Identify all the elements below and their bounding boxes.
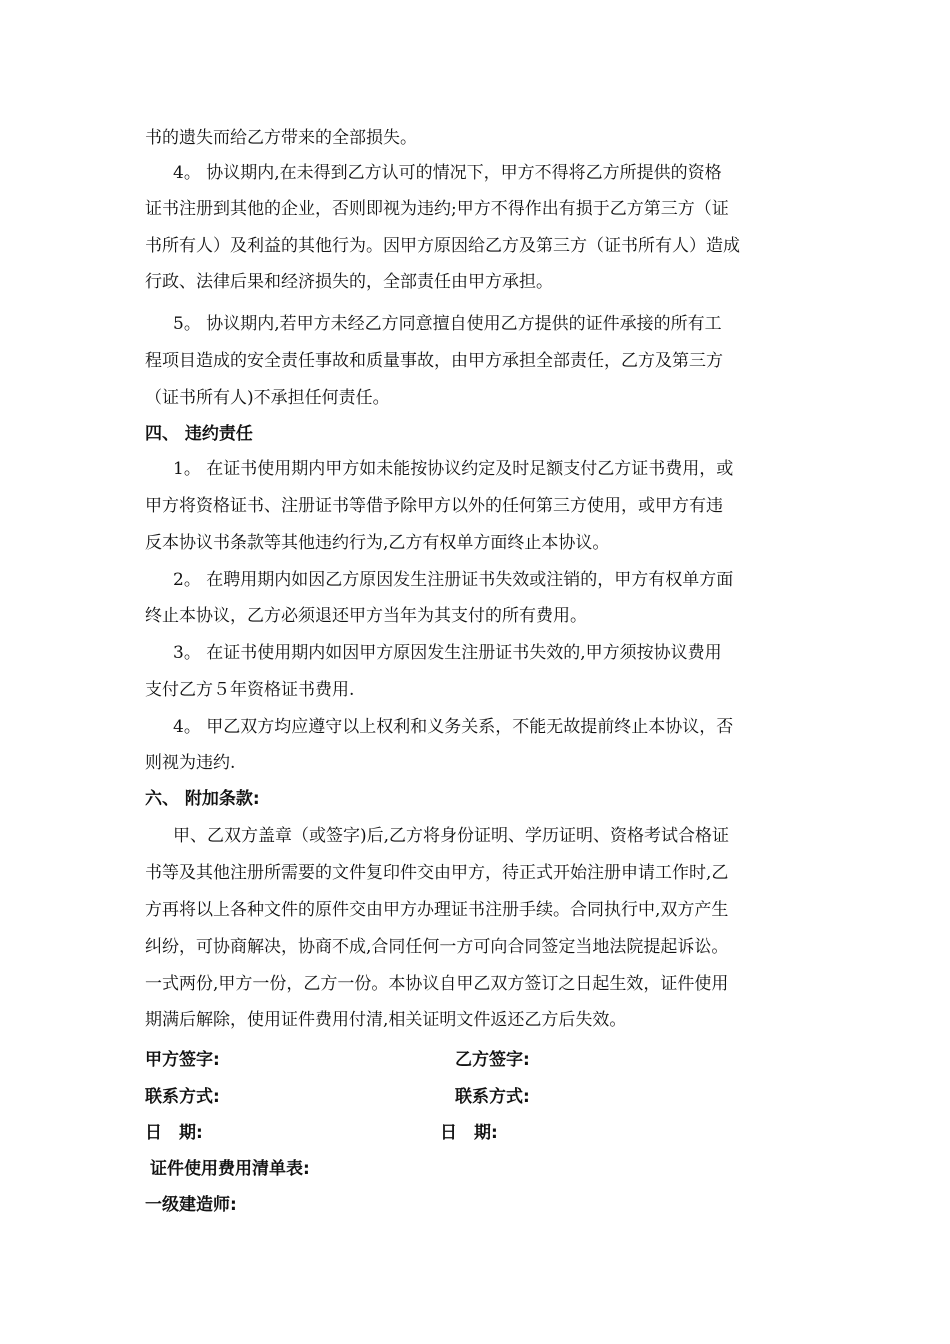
section-heading-additional: 六、 附加条款: bbox=[145, 789, 260, 809]
section-heading-breach: 四、 违约责任 bbox=[145, 424, 253, 444]
clause-5-line: 5。 协议期内,若甲方未经乙方同意擅自使用乙方提供的证件承接的所有工 bbox=[173, 314, 722, 334]
breach-clause-3-line: 支付乙方５年资格证书费用. bbox=[145, 680, 355, 700]
party-a-date-label: 日 期: bbox=[145, 1123, 203, 1143]
party-b-date-label: 日 期: bbox=[440, 1123, 498, 1143]
breach-clause-2-line: 2。 在聘用期内如因乙方原因发生注册证书失效或注销的，甲方有权单方面 bbox=[173, 570, 734, 590]
breach-clause-4-line: 4。 甲乙双方均应遵守以上权利和义务关系，不能无故提前终止本协议，否 bbox=[173, 717, 734, 737]
additional-terms-line: 方再将以上各种文件的原件交由甲方办理证书注册手续。合同执行中,双方产生 bbox=[145, 900, 729, 920]
first-class-builder-label: 一级建造师: bbox=[145, 1195, 237, 1215]
additional-terms-line: 纠纷，可协商解决，协商不成,合同任何一方可向合同签定当地法院提起诉讼。 bbox=[145, 937, 729, 957]
additional-terms-line: 期满后解除，使用证件费用付清,相关证明文件返还乙方后失效。 bbox=[145, 1010, 627, 1030]
fee-list-title: 证件使用费用清单表: bbox=[150, 1159, 310, 1179]
additional-terms-line: 甲、乙双方盖章（或签字)后,乙方将身份证明、学历证明、资格考试合格证 bbox=[173, 826, 730, 846]
breach-clause-1-line: 反本协议书条款等其他违约行为,乙方有权单方面终止本协议。 bbox=[145, 533, 610, 553]
clause-5-line: 程项目造成的安全责任事故和质量事故，由甲方承担全部责任，乙方及第三方 bbox=[145, 351, 723, 371]
party-a-signature-label: 甲方签字: bbox=[145, 1050, 220, 1070]
party-a-contact-label: 联系方式: bbox=[145, 1087, 220, 1107]
breach-clause-1-line: 1。 在证书使用期内甲方如未能按协议约定及时足额支付乙方证书费用，或 bbox=[173, 459, 734, 479]
clause-4-line: 4。 协议期内,在未得到乙方认可的情况下，甲方不得将乙方所提供的资格 bbox=[173, 163, 722, 183]
additional-terms-line: 书等及其他注册所需要的文件复印件交由甲方，待正式开始注册申请工作时,乙 bbox=[145, 863, 729, 883]
clause-5-line: （证书所有人)不承担任何责任。 bbox=[145, 388, 390, 408]
breach-clause-1-line: 甲方将资格证书、注册证书等借予除甲方以外的任何第三方使用，或甲方有违 bbox=[145, 496, 723, 516]
party-b-signature-label: 乙方签字: bbox=[455, 1050, 530, 1070]
clause-4-line: 证书注册到其他的企业，否则即视为违约;甲方不得作出有损于乙方第三方（证 bbox=[145, 199, 729, 219]
breach-clause-2-line: 终止本协议，乙方必须退还甲方当年为其支付的所有费用。 bbox=[145, 606, 587, 626]
clause-4-line: 行政、法律后果和经济损失的，全部责任由甲方承担。 bbox=[145, 272, 553, 292]
clause-4-line: 书所有人）及利益的其他行为。因甲方原因给乙方及第三方（证书所有人）造成 bbox=[145, 236, 740, 256]
additional-terms-line: 一式两份,甲方一份，乙方一份。本协议自甲乙双方签订之日起生效，证件使用 bbox=[145, 974, 729, 994]
paragraph-line: 书的遗失而给乙方带来的全部损失。 bbox=[145, 128, 417, 148]
breach-clause-4-line: 则视为违约. bbox=[145, 753, 236, 773]
party-b-contact-label: 联系方式: bbox=[455, 1087, 530, 1107]
breach-clause-3-line: 3。 在证书使用期内如因甲方原因发生注册证书失效的,甲方须按协议费用 bbox=[173, 643, 722, 663]
